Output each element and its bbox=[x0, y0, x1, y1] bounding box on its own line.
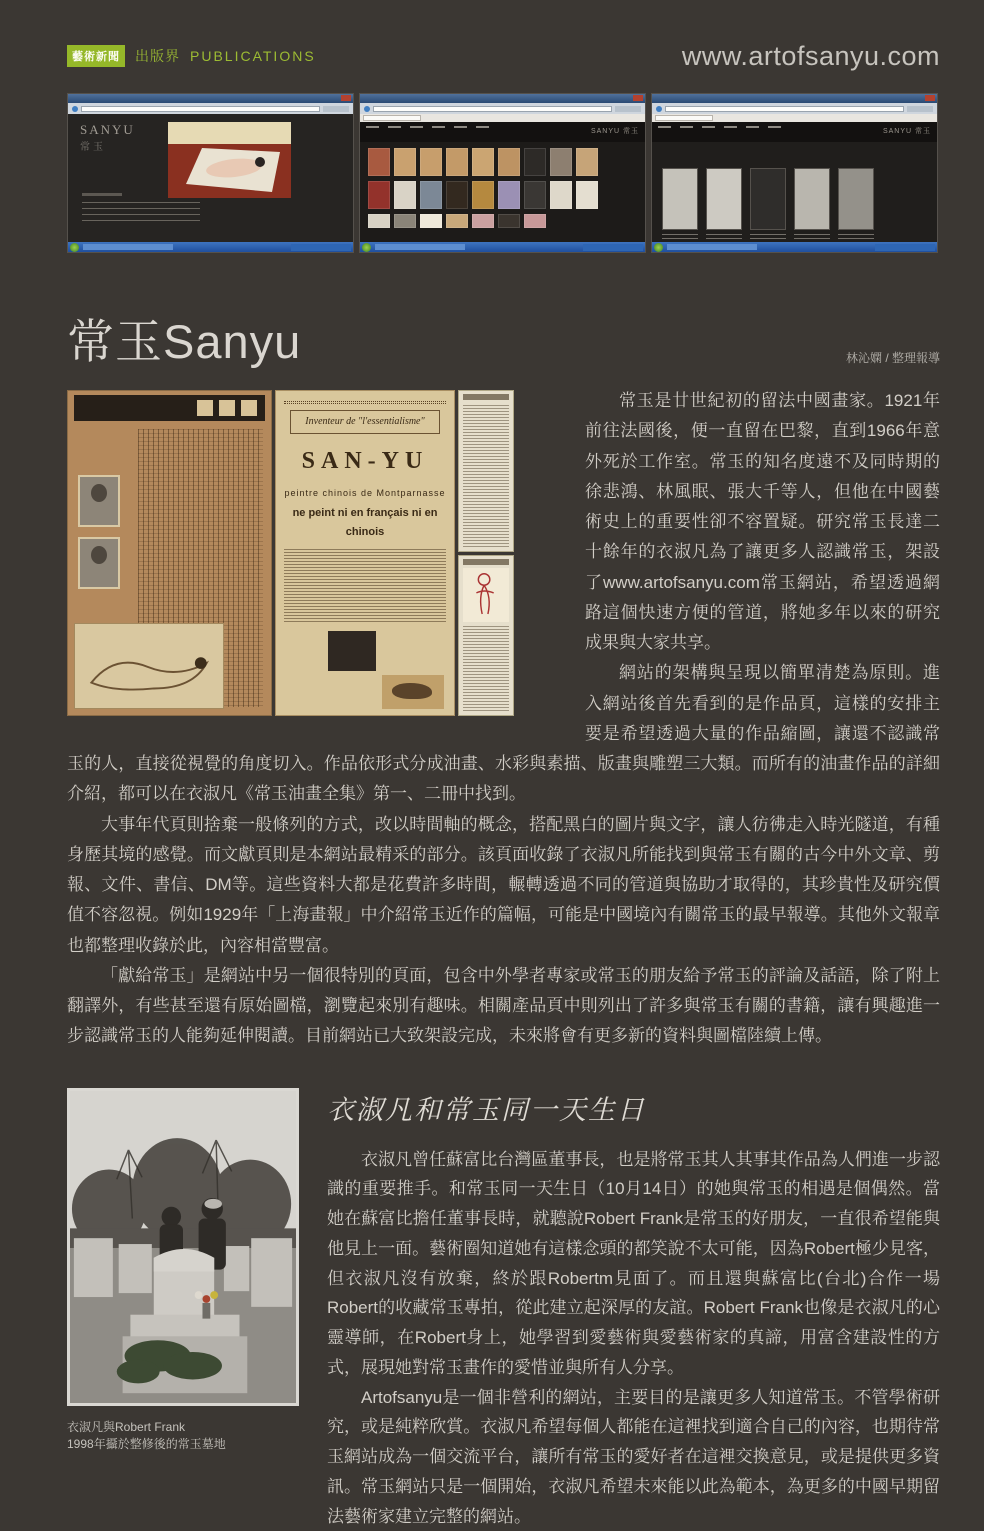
nude-sketch bbox=[74, 623, 224, 709]
figure-sketch bbox=[463, 568, 509, 622]
clipping-body-text bbox=[284, 549, 446, 623]
browser-addressbar bbox=[68, 103, 353, 114]
clipping-headline: SAN-YU bbox=[284, 440, 446, 483]
article-header bbox=[67, 305, 940, 372]
article-body bbox=[67, 386, 940, 1052]
documents-content bbox=[652, 122, 937, 242]
photo-caption-line2: 1998年攝於整修後的常玉墓地 bbox=[67, 1436, 299, 1453]
nav-item bbox=[658, 126, 671, 128]
horse-illustration bbox=[382, 675, 444, 709]
article-paragraph: 常玉是廿世紀初的留法中國畫家。1921年前往法國後，便一直留在巴黎，直到1966年意外死於工作室。常玉的知名度遠不及同時期的徐悲鴻、林風眠、張大千等人，但他在中國藝術史上的重要性卻不容置疑。研究常玉長達二十餘年的衣淑凡為了讓更多人認識常玉，架設了www.artofsanyu.com常玉網站，希望透過網路這個快速方便的管道，將她多年以來的研究成果與大家共享。 bbox=[67, 386, 940, 658]
grave-photo bbox=[67, 1088, 299, 1406]
screenshot-documents bbox=[651, 93, 938, 253]
nav-item bbox=[454, 126, 467, 128]
homepage-content bbox=[68, 114, 353, 242]
artwork-thumbnail bbox=[394, 214, 416, 228]
clipping-kicker: Inventeur de "l'essentialisme" bbox=[290, 410, 440, 434]
feature-paragraph: 衣淑凡曾任蘇富比台灣區董事長，也是將常玉其人其事其作品為人們進一步認識的重要推手。和常玉同一天生日（10月14日）的她與常玉的相遇是個偶然。當她在蘇富比擔任董事長時，就聽說Robert Frank是常玉的好朋友，一直很希望能與他見上一面。藝術圈知道她有這樣念頭的都笑說不太可能，因為Robert極少見客，但衣淑凡沒有放棄，終於跟Robertm見面了。而且還與蘇富比(台北)合作一場Robert的收藏常玉專拍，從此建立起深厚的友誼。Robert Frank也像是衣淑凡的心靈導師，在Robert身上，她學習到愛藝術與愛藝術家的真諦，用富含建設性的方式，展現她對常玉畫作的愛惜並與所有人分享。 bbox=[327, 1145, 940, 1383]
taskbar-items bbox=[375, 244, 465, 250]
feature-section bbox=[67, 1088, 940, 1531]
artwork-thumbnail bbox=[472, 148, 494, 176]
photo-caption bbox=[67, 1419, 299, 1454]
website-url: www.artofsanyu.com bbox=[682, 41, 940, 72]
article-byline: 林沁嫻 / 整理報導 bbox=[846, 349, 940, 372]
column-text bbox=[463, 626, 509, 712]
artwork-thumbnail bbox=[394, 148, 416, 176]
artwork-thumbnail bbox=[498, 181, 520, 209]
newspaper-clippings-collage bbox=[67, 390, 573, 716]
artwork-grid bbox=[360, 142, 645, 228]
section-label-en: PUBLICATIONS bbox=[190, 48, 316, 64]
document-thumbnail bbox=[750, 168, 786, 242]
column-header bbox=[463, 394, 509, 400]
nav-item bbox=[388, 126, 401, 128]
artwork-thumbnail bbox=[472, 214, 494, 228]
close-icon bbox=[341, 95, 351, 101]
nav-item bbox=[768, 126, 781, 128]
close-icon bbox=[633, 95, 643, 101]
artwork-thumbnail bbox=[446, 214, 468, 228]
column-header bbox=[463, 559, 509, 565]
nav-item bbox=[476, 126, 489, 128]
artwork-thumbnail bbox=[446, 181, 468, 209]
document-thumbnails bbox=[652, 142, 937, 242]
browser-titlebar bbox=[68, 94, 353, 103]
photo-caption-line1: 衣淑凡與Robert Frank bbox=[67, 1419, 299, 1436]
nav-item bbox=[366, 126, 379, 128]
address-field bbox=[665, 106, 904, 112]
screenshot-works-grid bbox=[359, 93, 646, 253]
artwork-thumbnail bbox=[394, 181, 416, 209]
feature-body bbox=[327, 1145, 940, 1531]
artwork-thumbnail bbox=[524, 181, 546, 209]
browser-titlebar bbox=[360, 94, 645, 103]
clipping-photo bbox=[328, 631, 376, 671]
site-navbar bbox=[360, 122, 645, 142]
homepage-text-lines bbox=[82, 202, 200, 224]
browser-titlebar bbox=[652, 94, 937, 103]
artwork-thumbnail bbox=[472, 181, 494, 209]
section-label: 出版界 bbox=[135, 46, 180, 66]
artwork-thumbnail bbox=[368, 214, 390, 228]
article-paragraph: 「獻給常玉」是網站中另一個很特別的頁面，包含中外學者專家或常玉的朋友給予常玉的評論及話語，除了附上翻譯外，有些甚至還有原始圖檔，瀏覽起來別有趣味。相關產品頁中則列出了許多與常玉有關的書籍，讓有興趣進一步認識常玉的人能夠延伸閱讀。目前網站已大致架設完成，未來將會有更多新的資料與圖檔陸續上傳。 bbox=[67, 961, 940, 1052]
artwork-thumbnail bbox=[420, 181, 442, 209]
clipping-subhead: peintre chinois de Montparnasse bbox=[284, 485, 446, 501]
system-tray bbox=[875, 244, 935, 251]
address-field bbox=[373, 106, 612, 112]
start-icon bbox=[362, 243, 371, 252]
site-brand: SANYU 常玉 bbox=[883, 126, 931, 136]
document-thumbnail bbox=[838, 168, 874, 242]
site-subtitle: 常玉 bbox=[80, 138, 106, 153]
artwork-thumbnail bbox=[524, 148, 546, 176]
browser-tabstrip bbox=[652, 114, 937, 122]
start-icon bbox=[654, 243, 663, 252]
toolbar-buttons bbox=[615, 106, 641, 112]
feature-title: 衣淑凡和常玉同一天生日 bbox=[327, 1088, 940, 1127]
article-paragraph: 大事年代頁則捨棄一般條列的方式，改以時間軸的概念，搭配黑白的圖片與文字，讓人彷彿走入時光隧道，有種身歷其境的感覺。而文獻頁則是本網站最精采的部分。該頁面收錄了衣淑凡所能找到與常玉有關的古今中外文章、剪報、文件、書信、DM等。這些資料大都是花費許多時間，輾轉透過不同的管道與協助才取得的，其珍貴性及研究價值不容忽視。例如1929年「上海畫報」中介紹常玉近作的篇幅，可能是中國境內有關常玉的最早報導。其他外文報章也都整理收錄於此，內容相當豐富。 bbox=[67, 810, 940, 961]
toolbar-buttons bbox=[907, 106, 933, 112]
chinese-newspaper-clipping bbox=[67, 390, 272, 716]
artwork-thumbnail bbox=[498, 214, 520, 228]
back-icon bbox=[656, 106, 662, 112]
screenshot-strip bbox=[67, 93, 940, 253]
clipping-subhead-2: ne peint ni en français ni en chinois bbox=[284, 504, 446, 543]
artwork-thumbnail bbox=[550, 148, 572, 176]
windows-taskbar bbox=[652, 242, 937, 252]
press-column bbox=[458, 555, 514, 717]
screenshot-homepage bbox=[67, 93, 354, 253]
start-icon bbox=[70, 243, 79, 252]
browser-tab bbox=[655, 115, 713, 121]
windows-taskbar bbox=[360, 242, 645, 252]
browser-addressbar bbox=[360, 103, 645, 114]
thumbnail-row bbox=[368, 181, 637, 209]
system-tray bbox=[583, 244, 643, 251]
magazine-page bbox=[67, 0, 940, 1531]
site-navbar bbox=[652, 122, 937, 142]
system-tray bbox=[291, 244, 351, 251]
close-icon bbox=[925, 95, 935, 101]
artwork-thumbnail bbox=[498, 148, 520, 176]
nav-item bbox=[680, 126, 693, 128]
column-text bbox=[463, 405, 509, 547]
taskbar-items bbox=[667, 244, 757, 250]
artwork-thumbnail bbox=[550, 181, 572, 209]
nav-item bbox=[432, 126, 445, 128]
address-field bbox=[81, 106, 320, 112]
artwork-thumbnail bbox=[368, 181, 390, 209]
portrait-photo bbox=[78, 475, 120, 527]
taskbar-items bbox=[83, 244, 173, 250]
works-grid-content bbox=[360, 122, 645, 242]
thumbnail-row bbox=[368, 148, 637, 176]
page-header bbox=[67, 42, 940, 70]
nav-item bbox=[746, 126, 759, 128]
artwork-thumbnail bbox=[420, 214, 442, 228]
back-icon bbox=[72, 106, 78, 112]
artwork-thumbnail bbox=[420, 148, 442, 176]
feature-text-column bbox=[327, 1088, 940, 1531]
feature-paragraph: Artofsanyu是一個非營利的網站，主要目的是讓更多人知道常玉。不管學術研究，或是純粹欣賞。衣淑凡希望每個人都能在這裡找到適合自己的內容，也期待常玉網站成為一個交流平台，讓所有常玉的愛好者在這裡交換意見，或是提供更多資訊。常玉網站只是一個開始，衣淑凡希望未來能以此為範本，為更多的中國早期留法藝術家建立完整的網站。 bbox=[327, 1383, 940, 1531]
press-column bbox=[458, 390, 514, 552]
artwork-thumbnail bbox=[368, 148, 390, 176]
artwork-thumbnail bbox=[446, 148, 468, 176]
site-title: SANYU bbox=[80, 122, 135, 138]
press-columns-clipping bbox=[458, 390, 514, 716]
windows-taskbar bbox=[68, 242, 353, 252]
thumbnail-row bbox=[368, 214, 637, 228]
reclining-nude-painting bbox=[168, 122, 291, 198]
document-thumbnail bbox=[794, 168, 830, 242]
ornament-rule bbox=[284, 401, 446, 404]
document-thumbnail bbox=[662, 168, 698, 242]
article-paragraph: 網站的架構與呈現以簡單清楚為原則。進入網站後首先看到的是作品頁，這樣的安排主要是希望透過大量的作品縮圖，讓還不認識常玉的人，直接從視覺的角度切入。作品依形式分成油畫、水彩與素描、版畫與雕塑三大類。而所有的油畫作品的詳細介紹，都可以在衣淑凡《常玉油畫全集》第一、二冊中找到。 bbox=[67, 658, 940, 809]
browser-addressbar bbox=[652, 103, 937, 114]
homepage-heading-line bbox=[82, 193, 122, 196]
magazine-logo-badge: 藝術新聞 bbox=[67, 45, 125, 67]
clipping-banner bbox=[74, 395, 265, 421]
nav-item bbox=[724, 126, 737, 128]
article-title: 常玉Sanyu bbox=[67, 305, 301, 372]
artwork-thumbnail bbox=[524, 214, 546, 228]
browser-tabstrip bbox=[360, 114, 645, 122]
artwork-thumbnail bbox=[576, 181, 598, 209]
nav-item bbox=[410, 126, 423, 128]
toolbar-buttons bbox=[323, 106, 349, 112]
portrait-photo bbox=[78, 537, 120, 589]
site-brand: SANYU 常玉 bbox=[591, 126, 639, 136]
back-icon bbox=[364, 106, 370, 112]
browser-tab bbox=[363, 115, 421, 121]
artwork-thumbnail bbox=[576, 148, 598, 176]
document-thumbnail bbox=[706, 168, 742, 242]
nav-item bbox=[702, 126, 715, 128]
photo-column bbox=[67, 1088, 299, 1531]
french-newspaper-clipping bbox=[275, 390, 455, 716]
